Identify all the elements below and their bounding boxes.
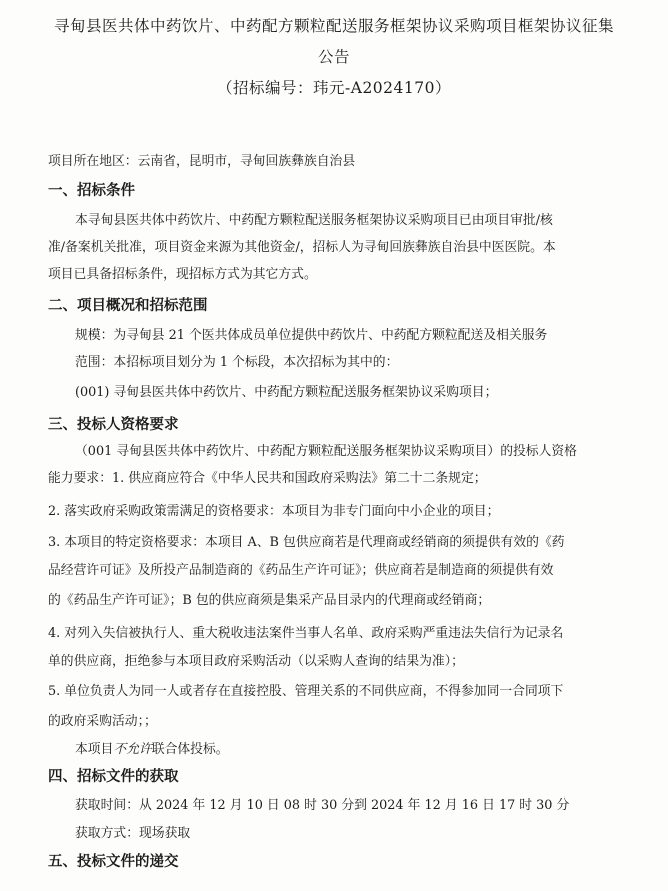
section-2-text: 范围：本招标项目划分为 1 个标段，本次招标为其中的： xyxy=(75,355,399,370)
section-4-text: 获取时间：从 2024 年 12 月 10 日 08 时 30 分到 2024 年 12 月 16 日 17 时 30 分 xyxy=(75,798,570,813)
section-2-title: 二、项目概况和招标范围 xyxy=(48,298,208,314)
section-5-title: 五、投标文件的递交 xyxy=(48,854,179,870)
bid-number: （招标编号：玮元-A2024170） xyxy=(217,79,451,97)
doc-title-line2: 公告 xyxy=(317,48,350,66)
section-1-text: 本寻甸县医共体中药饮片、中药配方颗粒配送服务框架协议采购项目已由项目审批/核 xyxy=(75,213,553,228)
section-4-title: 四、招标文件的获取 xyxy=(48,769,179,785)
section-3-text: 单的供应商，拒绝参与本项目政府采购活动（以采购人查询的结果为准）； xyxy=(48,654,464,669)
consortium-not-allowed: 不允许 xyxy=(113,742,152,757)
doc-title-line1: 寻甸县医共体中药饮片、中药配方颗粒配送服务框架协议采购项目框架协议征集 xyxy=(53,17,614,35)
consortium-text-end: 联合体投标。 xyxy=(151,742,229,757)
section-1-text: 准/备案机关批准，项目资金来源为其他资金/，招标人为寻甸回族彝族自治县中医医院。本 xyxy=(48,240,556,255)
consortium-text: 本项目 xyxy=(75,742,114,757)
location-line: 项目所在地区：云南省，昆明市，寻甸回族彝族自治县 xyxy=(48,154,356,169)
section-3-text: 3. 本项目的特定资格要求：本项目 A、B 包供应商若是代理商或经销商的须提供有效的《药 xyxy=(48,535,565,550)
section-2-text: 规模：为寻甸县 21 个医共体成员单位提供中药饮片、中药配方颗粒配送及相关服务 xyxy=(75,328,548,343)
section-3-text: （001 寻甸县医共体中药饮片、中药配方颗粒配送服务框架协议采购项目）的投标人资格 xyxy=(75,444,577,459)
section-1-text: 项目已具备招标条件，现招标方式为其它方式。 xyxy=(48,267,317,282)
section-3-text: 5. 单位负责人为同一人或者存在直接控股、管理关系的不同供应商，不得参加同一合同项下 xyxy=(48,684,564,699)
section-3-text: 品经营许可证》及所投产品制造商的《药品生产许可证》；供应商若是制造商的须提供有效 xyxy=(48,563,554,578)
section-3-text: 的政府采购活动；； xyxy=(48,714,157,729)
consortium-line xyxy=(75,738,638,757)
section-3-text: 4. 对列入失信被执行人、重大税收违法案件当事人名单、政府采购严重违法失信行为记录名 xyxy=(48,626,564,641)
section-2-text: (001) 寻甸县医共体中药饮片、中药配方颗粒配送服务框架协议采购项目； xyxy=(75,385,498,400)
section-1-title: 一、招标条件 xyxy=(48,183,135,199)
section-3-text: 2. 落实政府采购政策需满足的资格要求：本项目为非专门面向中小企业的项目； xyxy=(48,504,500,519)
section-3-text: 能力要求：1. 供应商应符合《中华人民共和国政府采购法》第二十二条规定； xyxy=(48,471,487,486)
section-3-title: 三、投标人资格要求 xyxy=(48,417,179,433)
section-4-text: 获取方式：现场获取 xyxy=(75,826,191,841)
section-3-text: 的《药品生产许可证》；B 包的供应商须是集采产品目录内的代理商或经销商； xyxy=(48,593,491,608)
